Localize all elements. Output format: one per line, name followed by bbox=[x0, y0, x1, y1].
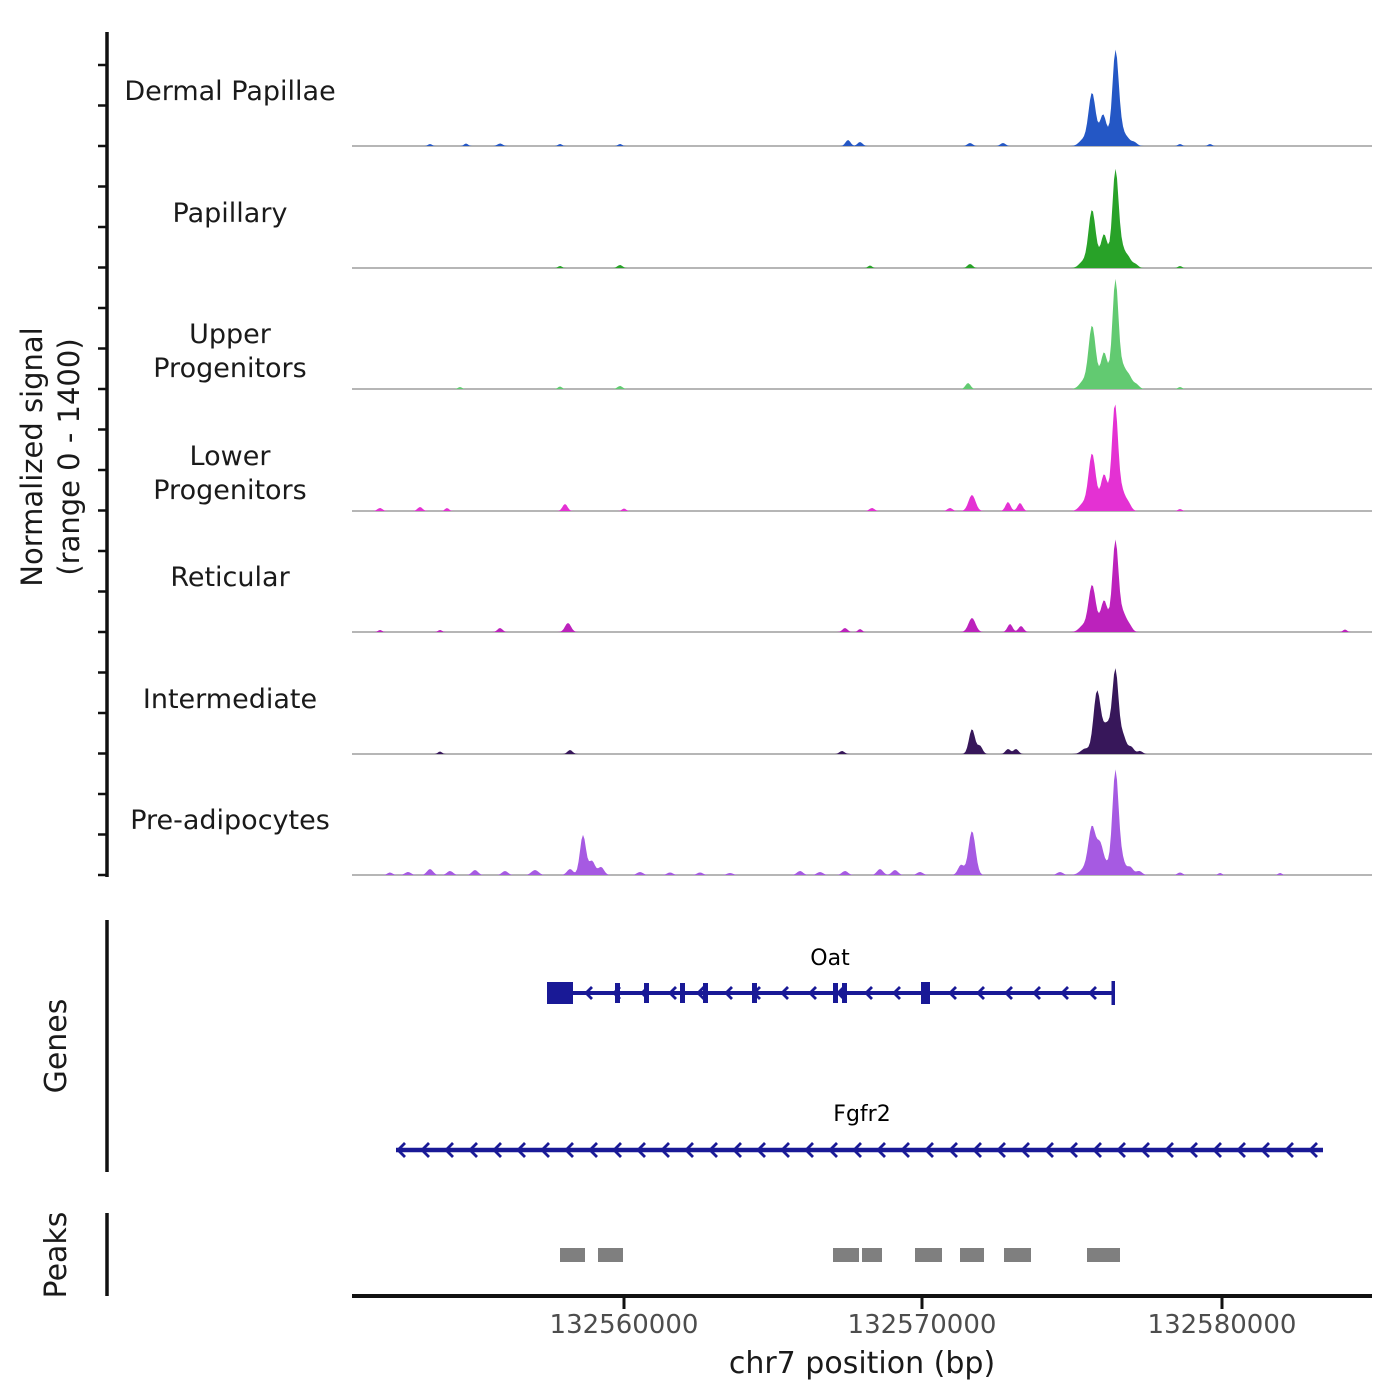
exon-block bbox=[615, 983, 620, 1003]
gene-end-bar bbox=[1112, 981, 1116, 1005]
track-label-pre-adipocytes: Pre-adipocytes bbox=[130, 805, 330, 836]
signal-area-intermediate bbox=[352, 668, 1372, 754]
exon-block bbox=[547, 982, 573, 1004]
x-tick-label-132570000: 132570000 bbox=[847, 1310, 997, 1340]
exon-block bbox=[752, 983, 757, 1003]
exon-block bbox=[680, 983, 685, 1003]
x-axis-title: chr7 position (bp) bbox=[728, 1346, 996, 1381]
exon-block bbox=[833, 983, 838, 1003]
exon-block bbox=[703, 983, 708, 1003]
track-label-reticular: Reticular bbox=[170, 562, 290, 593]
peak-region-box bbox=[1004, 1248, 1031, 1262]
peaks-track bbox=[560, 1248, 1120, 1262]
gene-oat bbox=[547, 981, 1115, 1005]
track-label-papillary: Papillary bbox=[172, 198, 288, 229]
signal-y-axis bbox=[98, 32, 107, 877]
signal-track-lower-progenitors bbox=[352, 405, 1372, 511]
gene-label-oat: Oat bbox=[810, 946, 850, 971]
signal-area-upper-progenitors bbox=[352, 279, 1372, 389]
signal-area-reticular bbox=[352, 540, 1372, 632]
signal-area-lower-progenitors bbox=[352, 405, 1372, 511]
signal-track-upper-progenitors bbox=[352, 279, 1372, 389]
signal-track-pre-adipocytes bbox=[352, 769, 1372, 875]
signal-track-reticular bbox=[352, 540, 1372, 632]
x-tick-label-132580000: 132580000 bbox=[1147, 1310, 1297, 1340]
y-axis-label-line2: (range 0 - 1400) bbox=[52, 338, 86, 576]
peak-region-box bbox=[598, 1248, 623, 1262]
y-axis-label bbox=[14, 197, 90, 717]
signal-area-dermal-papillae bbox=[352, 50, 1372, 146]
track-label-lower-progenitors: Lower Progenitors bbox=[153, 441, 307, 506]
signal-track-intermediate bbox=[352, 668, 1372, 754]
peak-region-box bbox=[560, 1248, 585, 1262]
signal-track-dermal-papillae bbox=[352, 50, 1372, 146]
peak-region-box bbox=[862, 1248, 882, 1262]
peak-region-box bbox=[960, 1248, 984, 1262]
gene-label-fgfr2: Fgfr2 bbox=[833, 1102, 891, 1127]
track-label-upper-progenitors: Upper Progenitors bbox=[153, 319, 307, 384]
signal-track-papillary bbox=[352, 169, 1372, 268]
signal-area-pre-adipocytes bbox=[352, 769, 1372, 875]
genes-section-label: Genes bbox=[39, 998, 74, 1094]
peak-region-box bbox=[915, 1248, 942, 1262]
signal-area-papillary bbox=[352, 169, 1372, 268]
y-axis-label-line1: Normalized signal bbox=[15, 327, 49, 587]
track-label-dermal-papillae: Dermal Papillae bbox=[124, 76, 336, 107]
peak-region-box bbox=[833, 1248, 859, 1262]
exon-block bbox=[921, 982, 930, 1004]
peak-region-box bbox=[1087, 1248, 1120, 1262]
x-tick-label-132560000: 132560000 bbox=[549, 1310, 699, 1340]
x-axis bbox=[352, 1296, 1372, 1309]
exon-block bbox=[644, 983, 649, 1003]
peaks-section-label: Peaks bbox=[39, 1211, 74, 1299]
track-label-intermediate: Intermediate bbox=[142, 684, 318, 715]
gene-fgfr2 bbox=[396, 1143, 1323, 1157]
exon-block bbox=[842, 983, 847, 1003]
